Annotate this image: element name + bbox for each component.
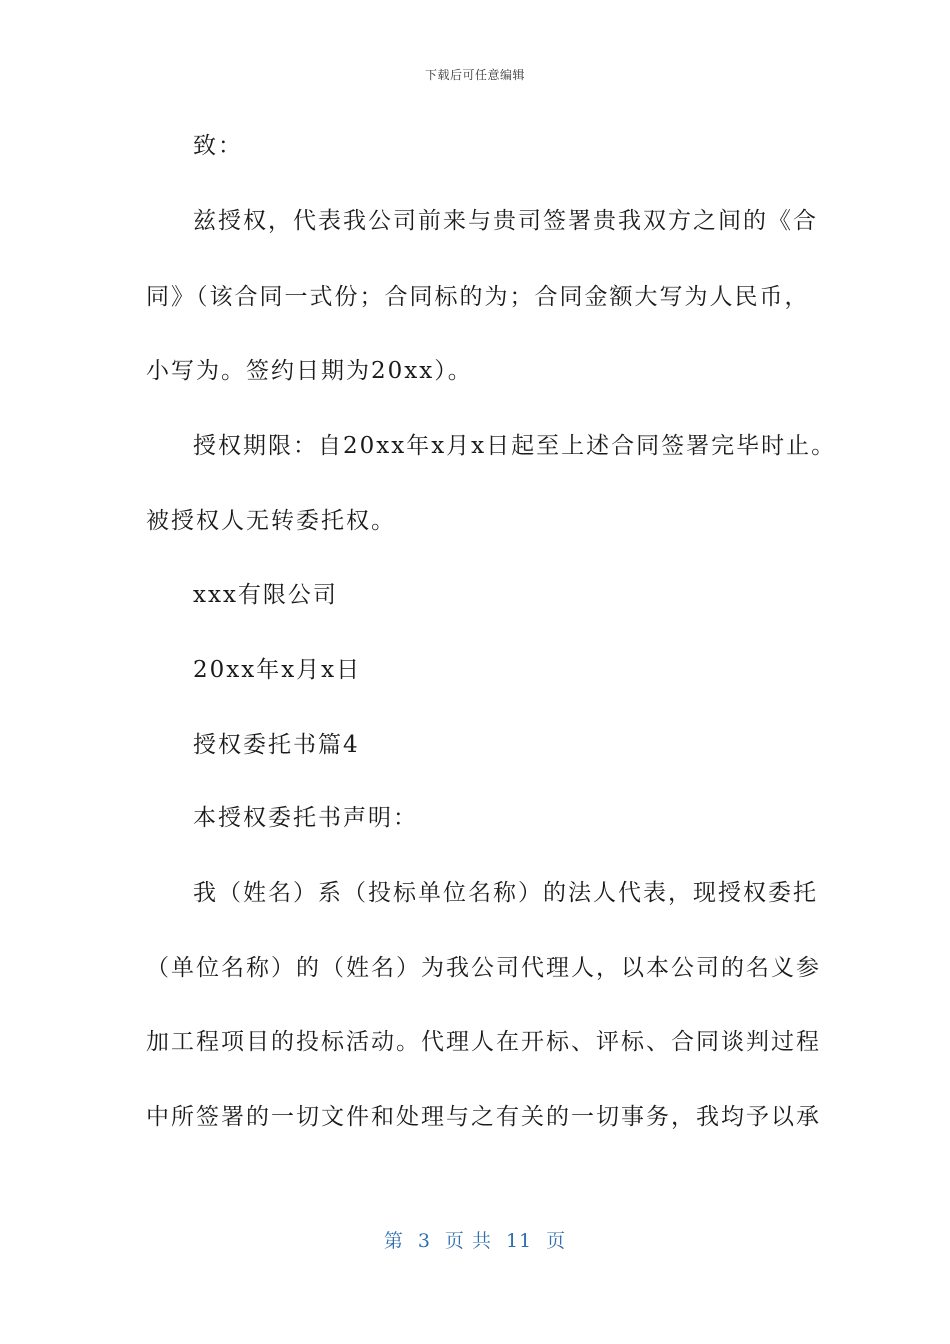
date-line: 20xx年x月x日 xyxy=(193,657,362,683)
paragraph-line: 我（姓名）系（投标单位名称）的法人代表，现授权委托 xyxy=(193,880,818,906)
paragraph-line: 兹授权，代表我公司前来与贵司签署贵我双方之间的《合 xyxy=(193,208,818,234)
footer-middle: 页 共 xyxy=(444,1230,492,1252)
paragraph-line: 加工程项目的投标活动。代理人在开标、评标、合同谈判过程 xyxy=(146,1029,821,1055)
paragraph-line: 同》（该合同一式份；合同标的为；合同金额大写为人民币， xyxy=(146,284,810,310)
page-footer xyxy=(0,1226,950,1253)
paragraph-line: 小写为。签约日期为20xx）。 xyxy=(146,358,473,384)
paragraph-line: 本授权委托书声明： xyxy=(193,805,418,831)
salutation-line: 致： xyxy=(193,133,243,159)
paragraph-line: 中所签署的一切文件和处理与之有关的一切事务，我均予以承 xyxy=(146,1104,821,1130)
paragraph-line: 被授权人无转委托权。 xyxy=(146,508,396,534)
company-name-line: xxx有限公司 xyxy=(193,582,338,608)
footer-suffix: 页 xyxy=(546,1230,567,1252)
paragraph-line: （单位名称）的（姓名）为我公司代理人，以本公司的名义参 xyxy=(146,955,821,981)
section-heading: 授权委托书篇4 xyxy=(193,732,360,758)
paragraph-line: 授权期限：自20xx年x月x日起至上述合同签署完毕时止。 xyxy=(193,433,837,459)
footer-total-pages: 11 xyxy=(505,1230,533,1252)
footer-current-page: 3 xyxy=(417,1230,431,1252)
page-header-note: 下载后可任意编辑 xyxy=(424,68,525,82)
footer-prefix: 第 xyxy=(383,1230,404,1252)
